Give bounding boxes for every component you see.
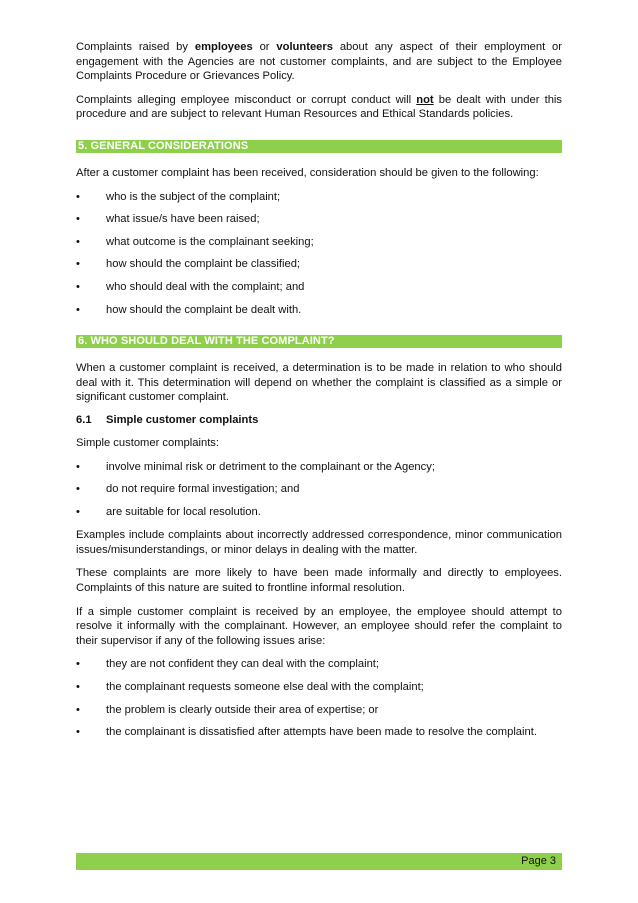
list-item: • the complainant is dissatisfied after attempts have been made to resolve the complaint. <box>76 726 537 739</box>
refer-paragraph: If a simple customer complaint is received by an employee, the employee should attempt to resolve it informally with the complainant. However, an employee should refer the complaint to their supervisor if any of the following issues arise: <box>76 605 562 647</box>
bullet-icon: • <box>76 190 80 203</box>
refer-bullet-list <box>76 657 562 739</box>
section-5-lead: After a customer complaint has been received, consideration should be given to the following: <box>76 166 539 179</box>
bullet-icon: • <box>76 460 80 473</box>
list-item: • how should the complaint be classified; <box>76 258 301 271</box>
bullet-icon: • <box>76 658 80 671</box>
employees-emphasis: employees <box>194 41 253 53</box>
list-item: • what outcome is the complainant seeking; <box>76 235 314 248</box>
subsection-title: Simple customer complaints <box>106 413 259 426</box>
bullet-icon: • <box>76 280 80 293</box>
list-item: • how should the complaint be dealt with. <box>76 303 302 316</box>
volunteers-emphasis: volunteers <box>276 41 333 53</box>
list-item: • who is the subject of the complaint; <box>76 190 281 203</box>
intro-paragraph-1: Complaints raised by employees or volunteers about any aspect of their employment or engagement with the Agencies are not customer complaints, and are subject to the Employee Complaints Procedure or Grievances Policy. <box>76 41 563 83</box>
bullet-icon: • <box>76 213 80 226</box>
simple-complaint-bullet-list <box>76 460 562 520</box>
section-5-bullet-list <box>76 190 562 318</box>
bullet-icon: • <box>76 703 80 716</box>
list-item: • involve minimal risk or detriment to the complainant or the Agency; <box>76 460 435 473</box>
informal-paragraph: These complaints are more likely to have been made informally and directly to employees. Complaints of this nature are suited to frontline informal resolution. <box>76 567 562 595</box>
bullet-icon: • <box>76 726 80 739</box>
not-emphasis: not <box>416 93 434 106</box>
intro-paragraph-2: Complaints alleging employee misconduct or corrupt conduct will not be dealt with under this procedure and are subject to relevant Human Resources and Ethical Standards policies. <box>76 93 562 121</box>
bullet-icon: • <box>76 303 80 316</box>
list-item: • do not require formal investigation; and <box>76 483 300 496</box>
list-item: • the complainant requests someone else deal with the complaint; <box>76 681 424 694</box>
subsection-6-1-heading <box>76 414 562 426</box>
bullet-icon: • <box>76 505 80 518</box>
list-item: • are suitable for local resolution. <box>76 505 261 518</box>
section-5-heading: 5. GENERAL CONSIDERATIONS <box>76 140 562 153</box>
list-item: • what issue/s have been raised; <box>76 213 260 226</box>
bullet-icon: • <box>76 235 80 248</box>
list-item: • the problem is clearly outside their area of expertise; or <box>76 703 379 716</box>
list-item: • who should deal with the complaint; and <box>76 280 305 293</box>
bullet-icon: • <box>76 681 80 694</box>
subsection-number: 6.1 <box>76 413 92 426</box>
examples-paragraph: Examples include complaints about incorrectly addressed correspondence, minor communication issues/misunderstandings, or minor delays in dealing with the matter. <box>76 529 562 556</box>
page-footer <box>76 853 562 870</box>
list-item: • they are not confident they can deal with the complaint; <box>76 658 380 671</box>
section-6-lead: When a customer complaint is received, a determination is to be made in relation to who should deal with it. This determination will depend on whether the complaint is classified as a simple or significant customer complaint. <box>76 362 562 404</box>
subsection-lead: Simple customer complaints: <box>76 436 220 449</box>
bullet-icon: • <box>76 483 80 496</box>
section-6-heading: 6. WHO SHOULD DEAL WITH THE COMPLAINT? <box>76 335 562 348</box>
page-number: Page 3 <box>521 855 556 867</box>
bullet-icon: • <box>76 258 80 271</box>
document-body <box>76 40 562 749</box>
